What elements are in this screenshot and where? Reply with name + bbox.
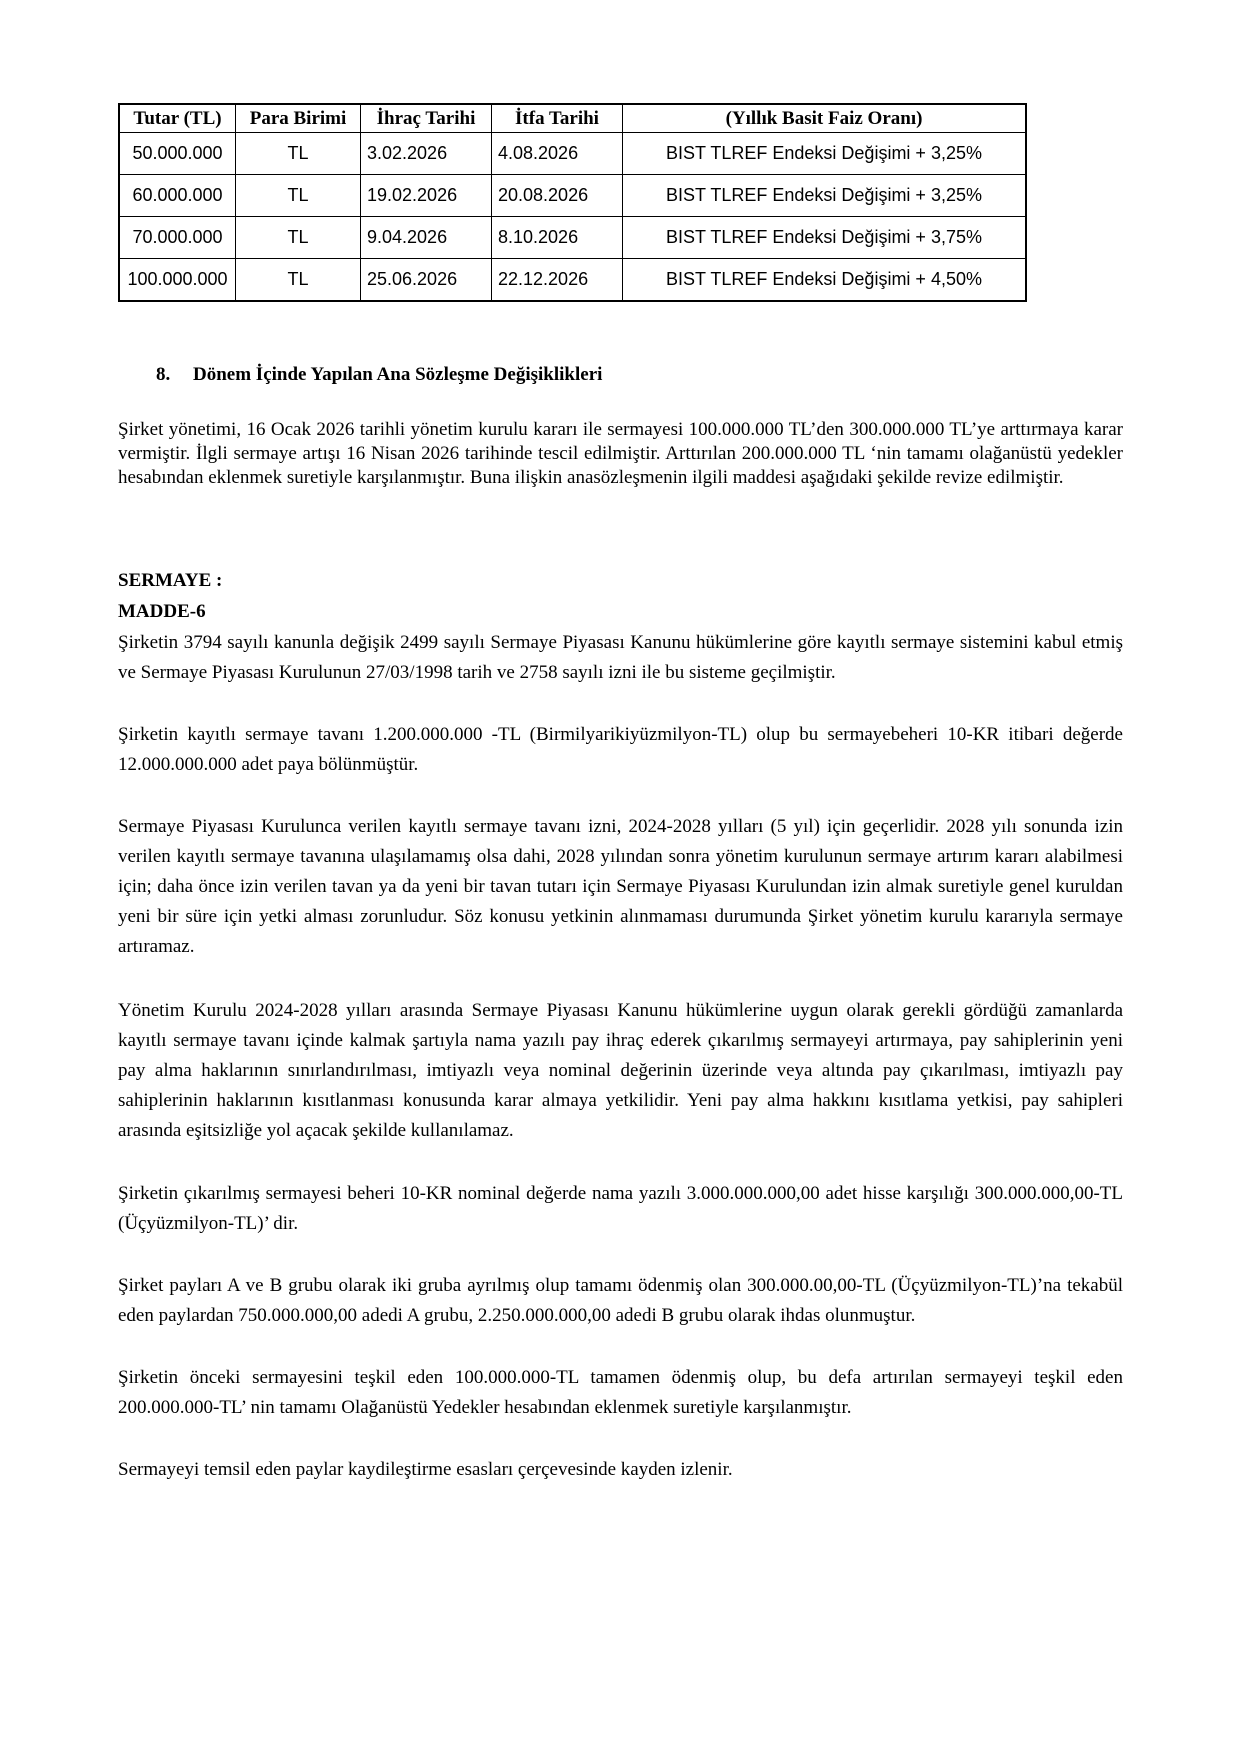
cell-currency: TL: [236, 259, 361, 302]
table-row: [119, 217, 1026, 259]
header-issue-date: İhraç Tarihi: [361, 104, 492, 133]
cell-interest-rate: BIST TLREF Endeksi Değişimi + 4,50%: [623, 259, 1027, 302]
cell-amount: 70.000.000: [119, 217, 236, 259]
cell-issue-date: 19.02.2026: [361, 175, 492, 217]
section-heading: [156, 364, 602, 386]
article-heading-capital: SERMAYE :: [118, 570, 223, 591]
cell-interest-rate: BIST TLREF Endeksi Değişimi + 3,25%: [623, 133, 1027, 175]
section-number: 8.: [156, 364, 171, 385]
article-paragraph: Şirketin önceki sermayesini teşkil eden 100.000.000-TL tamamen ödenmiş olup, bu defa artırılan sermayeyi teşkil eden 200.000.000-TL’ nin tamamı Olağanüstü Yedekler hesabından eklenmek suretiyle karşılanmıştır.: [118, 1367, 1123, 1418]
cell-currency: TL: [236, 217, 361, 259]
article-paragraph: Şirketin 3794 sayılı kanunla değişik 2499 sayılı Sermaye Piyasası Kanunu hükümlerine göre kayıtlı sermaye sistemini kabul etmiş ve Sermaye Piyasası Kurulunun 27/03/1998 tarih ve 2758 sayılı izni ile bu sisteme geçilmiştir.: [118, 632, 1123, 683]
article-paragraph: Şirket payları A ve B grubu olarak iki gruba ayrılmış olup tamamı ödenmiş olan 300.000.00,00-TL (Üçyüzmilyon-TL)’na tekabül eden paylardan 750.000.000,00 adedi A grubu, 2.250.000.000,00 adedi B grubu olarak ihdas olunmuştur.: [118, 1275, 1123, 1326]
section-paragraph: Şirket yönetimi, 16 Ocak 2026 tarihli yönetim kurulu kararı ile sermayesi 100.000.000 TL’den 300.000.000 TL’ye arttırmaya karar vermiştir. İlgli sermaye artışı 16 Nisan 2026 tarihinde tescil edilmiştir. Arttırılan 200.000.000 TL ‘nin tamamı olağanüstü yedekler hesabından eklenmek suretiyle karşılanmıştır. Buna ilişkin anasözleşmenin ilgili maddesi aşağıdaki şekilde revize edilmiştir.: [118, 419, 1123, 488]
section-title: Dönem İçinde Yapılan Ana Sözleşme Değişiklikleri: [193, 364, 603, 385]
cell-interest-rate: BIST TLREF Endeksi Değişimi + 3,25%: [623, 175, 1027, 217]
table-row: [119, 133, 1026, 175]
cell-interest-rate: BIST TLREF Endeksi Değişimi + 3,75%: [623, 217, 1027, 259]
table-row: [119, 175, 1026, 217]
cell-currency: TL: [236, 175, 361, 217]
cell-issue-date: 9.04.2026: [361, 217, 492, 259]
header-amount: Tutar (TL): [119, 104, 236, 133]
header-maturity-date: İtfa Tarihi: [492, 104, 623, 133]
cell-issue-date: 25.06.2026: [361, 259, 492, 302]
cell-maturity-date: 8.10.2026: [492, 217, 623, 259]
article-paragraph: Şirketin çıkarılmış sermayesi beheri 10-KR nominal değerde nama yazılı 3.000.000.000,00 adet hisse karşılığı 300.000.000,00-TL (Üçyüzmilyon-TL)’ dir.: [118, 1183, 1123, 1234]
header-currency: Para Birimi: [236, 104, 361, 133]
cell-issue-date: 3.02.2026: [361, 133, 492, 175]
article-paragraph: Yönetim Kurulu 2024-2028 yılları arasında Sermaye Piyasası Kanunu hükümlerine uygun olarak gerekli gördüğü zamanlarda kayıtlı sermaye tavanı içinde kalmak şartıyla nama yazılı pay ihraç ederek çıkarılmış sermayeyi artırmaya, pay sahiplerinin yeni pay alma haklarının sınırlandırılması, imtiyazlı veya nominal değerinin üzerinde veya altında pay çıkarılması, imtiyazlı pay sahiplerinin haklarının kısıtlanması konusunda karar almaya yetkilidir. Yeni pay alma hakkını kısıtlama yetkisi, pay sahipleri arasında eşitsizliğe yol açacak şekilde kullanılamaz.: [118, 1000, 1123, 1141]
article-heading-number: MADDE-6: [118, 601, 206, 622]
table-row: [119, 259, 1026, 302]
article-paragraph: Şirketin kayıtlı sermaye tavanı 1.200.000.000 -TL (Birmilyarikiyüzmilyon-TL) olup bu sermayebeheri 10-KR itibari değerde 12.000.000.000 adet paya bölünmüştür.: [118, 724, 1123, 775]
cell-amount: 100.000.000: [119, 259, 236, 302]
cell-maturity-date: 20.08.2026: [492, 175, 623, 217]
article-paragraph: Sermayeyi temsil eden paylar kaydileştirme esasları çerçevesinde kayden izlenir.: [118, 1459, 733, 1480]
bond-issuance-table: [118, 103, 1027, 302]
cell-currency: TL: [236, 133, 361, 175]
cell-maturity-date: 4.08.2026: [492, 133, 623, 175]
header-interest-rate: (Yıllık Basit Faiz Oranı): [623, 104, 1027, 133]
cell-amount: 60.000.000: [119, 175, 236, 217]
table-header-row: [119, 104, 1026, 133]
cell-amount: 50.000.000: [119, 133, 236, 175]
article-paragraph: Sermaye Piyasası Kurulunca verilen kayıtlı sermaye tavanı izni, 2024-2028 yılları (5 yıl) için geçerlidir. 2028 yılı sonunda izin verilen kayıtlı sermaye tavanına ulaşılamamış olsa dahi, 2028 yılından sonra yönetim kurulunun sermaye artırım kararı alabilmesi için; daha önce izin verilen tavan ya da yeni bir tavan tutarı için Sermaye Piyasası Kurulundan izin almak suretiyle genel kuruldan yeni bir süre için yetki alması zorunludur. Söz konusu yetkinin alınmaması durumunda Şirket yönetim kurulu kararıyla sermaye artıramaz.: [118, 816, 1123, 957]
cell-maturity-date: 22.12.2026: [492, 259, 623, 302]
